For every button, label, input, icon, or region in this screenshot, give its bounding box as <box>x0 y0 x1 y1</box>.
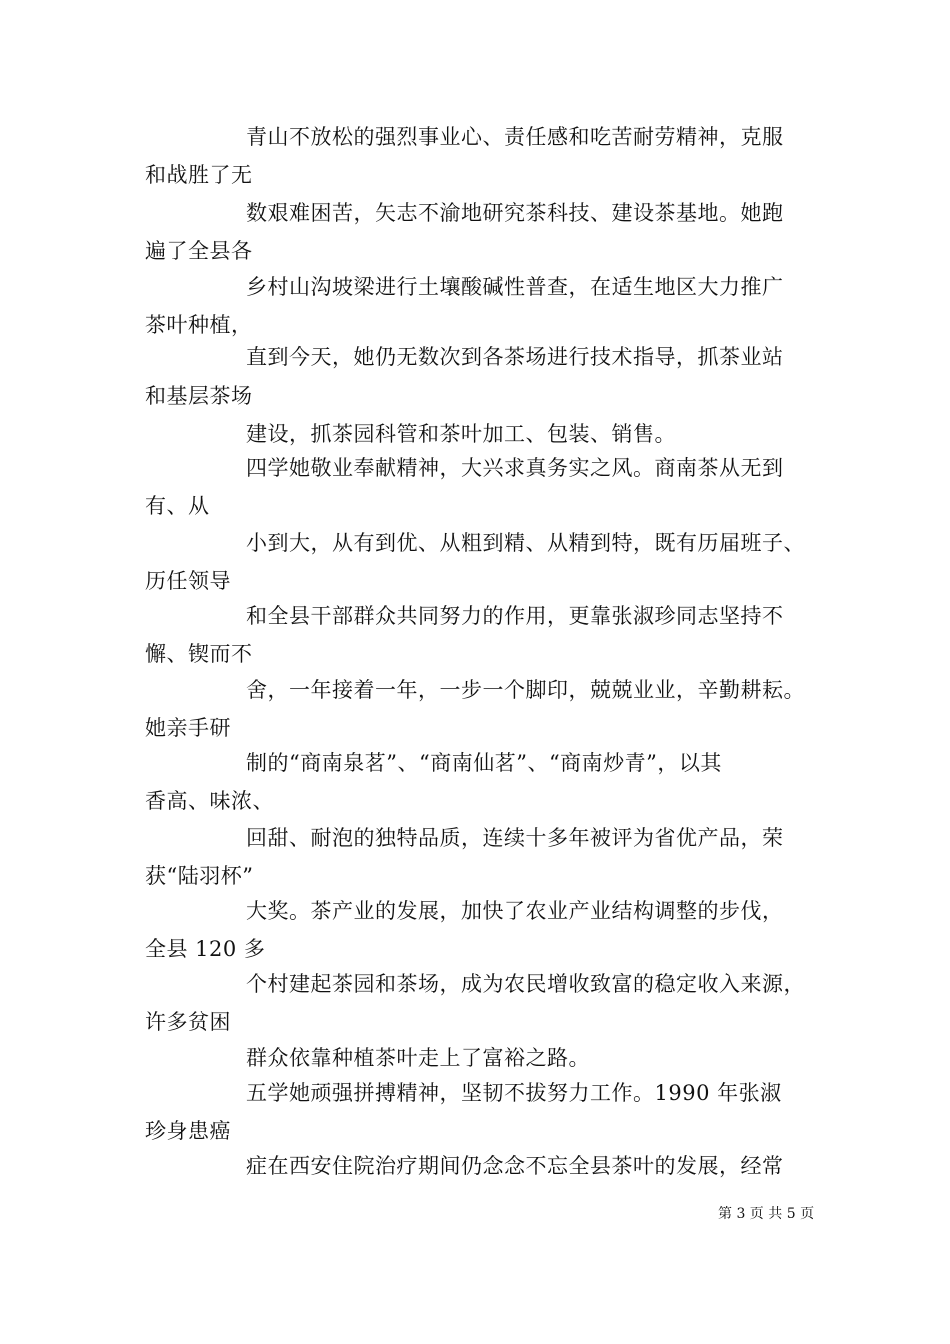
text-line: 有、从 <box>145 494 210 518</box>
text-line: 数艰难困苦，矢志不渝地研究茶科技、建设茶基地。她跑 <box>246 201 784 225</box>
text-line: 她亲手研 <box>145 716 231 740</box>
text-line: 群众依靠种植茶叶走上了富裕之路。 <box>246 1046 590 1070</box>
text-line: 回甜、耐泡的独特品质，连续十多年被评为省优产品，荣 <box>246 826 784 850</box>
text-line: 历任领导 <box>145 569 231 593</box>
text-line: 懈、锲而不 <box>145 642 253 666</box>
text-line: 青山不放松的强烈事业心、责任感和吃苦耐劳精神，克服 <box>246 125 784 149</box>
text-line: 获“陆羽杯” <box>145 864 254 888</box>
text-line: 珍身患癌 <box>145 1119 231 1143</box>
text-line: 全县 120 多 <box>145 937 266 961</box>
text-line: 许多贫困 <box>145 1010 231 1034</box>
text-line: 四学她敬业奉献精神，大兴求真务实之风。商南茶从无到 <box>246 456 784 480</box>
text-line: 和全县干部群众共同努力的作用，更靠张淑珍同志坚持不 <box>246 604 784 628</box>
text-line: 五学她顽强拼搏精神，坚韧不拔努力工作。1990 年张淑 <box>246 1081 782 1105</box>
text-line: 直到今天，她仍无数次到各茶场进行技术指导，抓茶业站 <box>246 345 784 369</box>
text-line: 建设，抓茶园科管和茶叶加工、包装、销售。 <box>246 422 676 446</box>
text-line: 症在西安住院治疗期间仍念念不忘全县茶叶的发展，经常 <box>246 1154 784 1178</box>
text-line: 制的“商南泉茗”、“商南仙茗”、“商南炒青”，以其 <box>246 751 722 775</box>
text-line: 个村建起茶园和茶场，成为农民增收致富的稳定收入来源， <box>246 972 805 996</box>
text-line: 香高、味浓、 <box>145 789 274 813</box>
text-line: 大奖。茶产业的发展，加快了农业产业结构调整的步伐， <box>246 899 784 923</box>
page-number: 第 3 页 共 5 页 <box>718 1206 815 1222</box>
text-line: 小到大，从有到优、从粗到精、从精到特，既有历届班子、 <box>246 531 805 555</box>
text-line: 乡村山沟坡梁进行土壤酸碱性普查，在适生地区大力推广 <box>246 275 784 299</box>
text-line: 遍了全县各 <box>145 239 253 263</box>
text-line: 和战胜了无 <box>145 163 253 187</box>
text-line: 舍，一年接着一年，一步一个脚印，兢兢业业，辛勤耕耘。 <box>246 678 805 702</box>
text-line: 和基层茶场 <box>145 384 253 408</box>
text-line: 茶叶种植， <box>145 313 253 337</box>
